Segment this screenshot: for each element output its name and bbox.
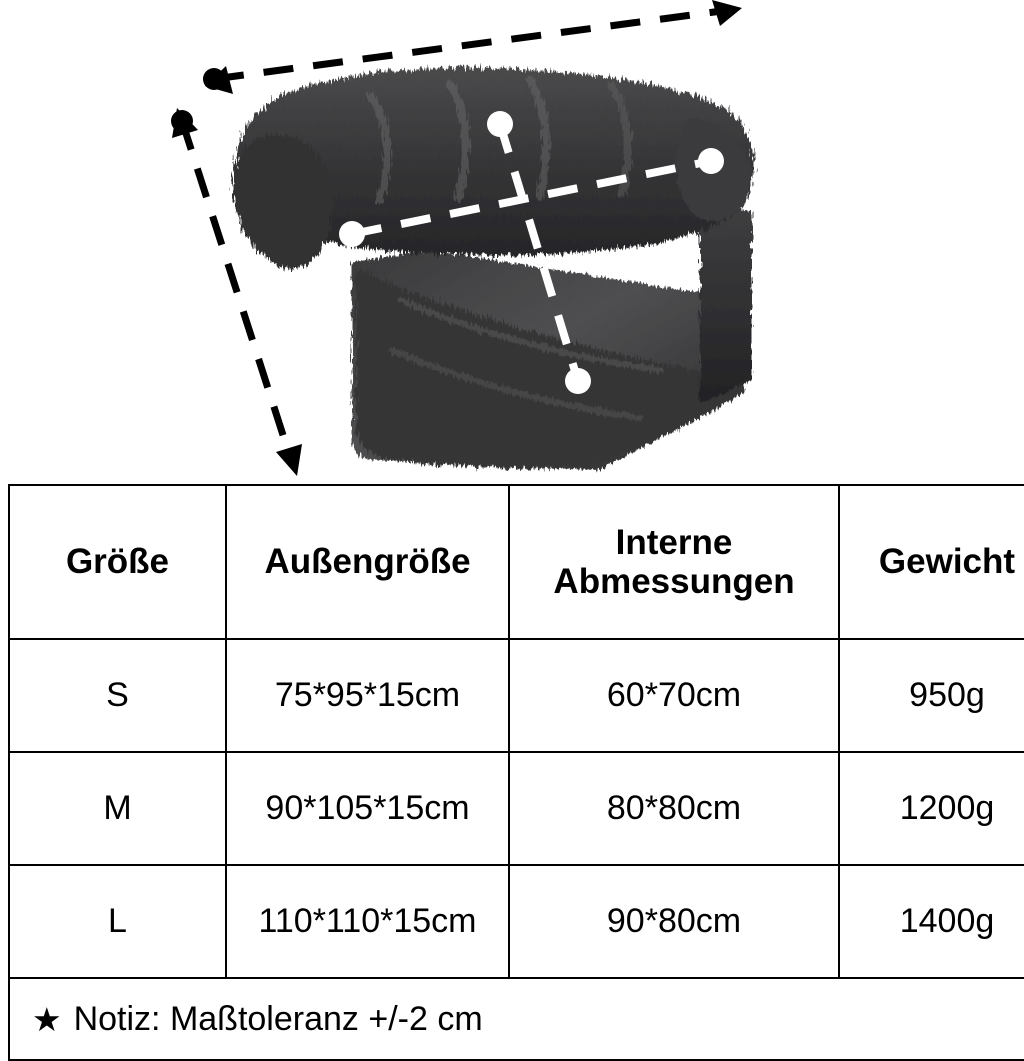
cell-inner: 80*80cm (509, 752, 839, 865)
cell-inner: 90*80cm (509, 865, 839, 978)
cell-size: M (9, 752, 226, 865)
cell-outer: 90*105*15cm (226, 752, 509, 865)
note-text: Notiz: Maßtoleranz +/-2 cm (73, 999, 483, 1038)
cell-outer: 110*110*15cm (226, 865, 509, 978)
header-size: Größe (9, 485, 226, 639)
cell-weight: 1200g (839, 752, 1024, 865)
table-note-row (9, 978, 1024, 1060)
table-row (9, 639, 1024, 752)
size-table (8, 484, 1024, 1061)
header-inner-dimensions: Interne Abmessungen (509, 485, 839, 639)
note-cell (9, 978, 1024, 1060)
product-illustration (0, 0, 1024, 486)
size-table-container (8, 484, 1016, 1038)
header-outer-size: Außengröße (226, 485, 509, 639)
header-weight: Gewicht (839, 485, 1024, 639)
table-row (9, 865, 1024, 978)
cell-inner: 60*70cm (509, 639, 839, 752)
cell-size: S (9, 639, 226, 752)
cell-size: L (9, 865, 226, 978)
star-icon: ★ (32, 1000, 62, 1038)
cell-weight: 1400g (839, 865, 1024, 978)
cell-outer: 75*95*15cm (226, 639, 509, 752)
cell-weight: 950g (839, 639, 1024, 752)
table-row (9, 752, 1024, 865)
table-header-row (9, 485, 1024, 639)
